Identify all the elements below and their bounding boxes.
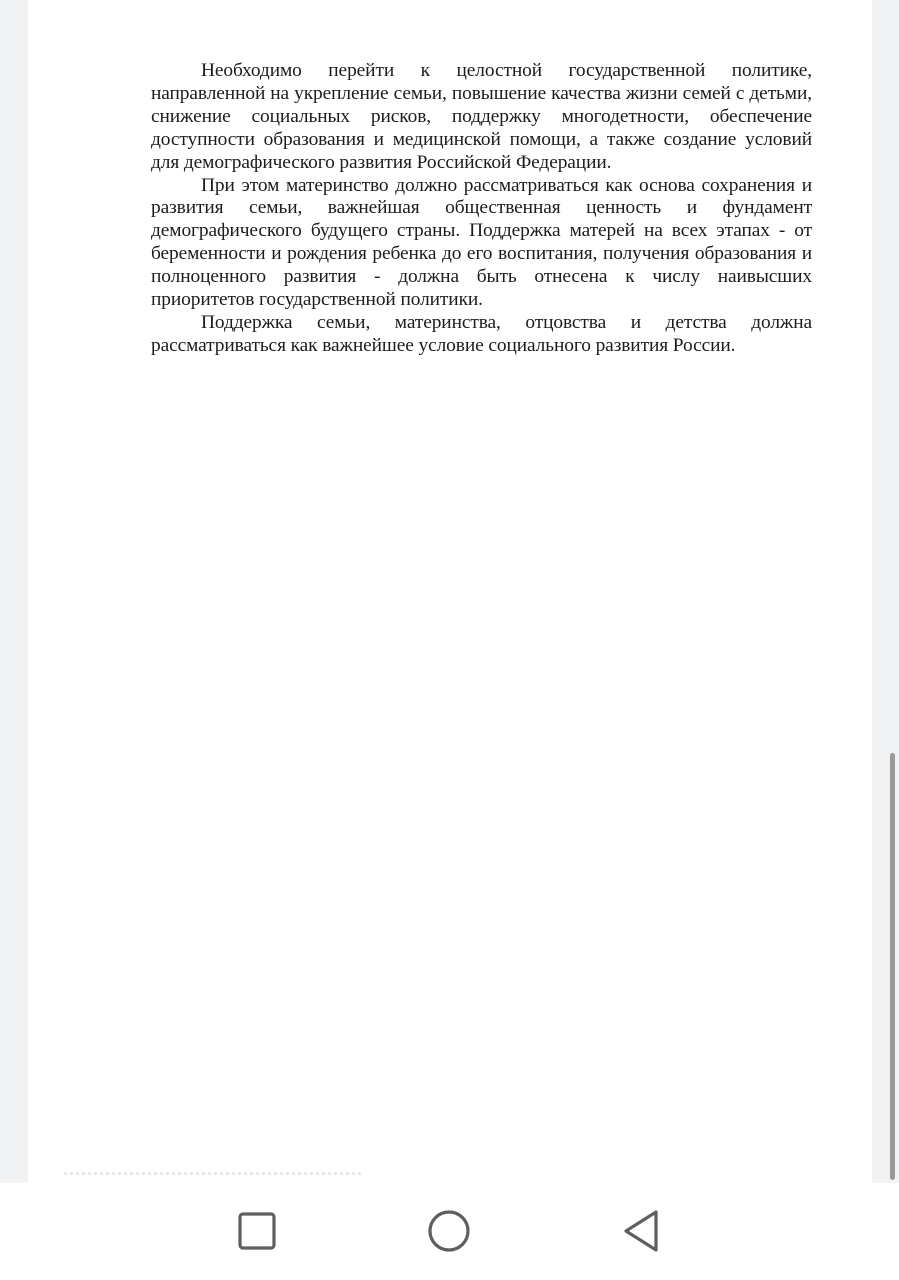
circle-icon [427, 1209, 471, 1253]
scrollbar-thumb[interactable] [890, 753, 895, 1180]
paragraph-1: Необходимо перейти к целостной государственной политике, направленной на укрепление семьи, повышение качества жизни семей с детьми, снижение социальных рисков, поддержку многодетности, обеспечение доступности образования и медицинской помощи, а также создание условий для демографического развития Российской Федерации. [151, 60, 812, 173]
paragraph-2: При этом материнство должно рассматриваться как основа сохранения и развития семьи, важнейшая общественная ценность и фундамент демографического будущего страны. Поддержка матерей на всех этапах - от беременности и рождения ребенка до его воспитания, получения образования и полноценного развития - должна быть отнесена к числу наивысших приоритетов государственной политики. [151, 174, 812, 311]
document-text [151, 60, 812, 358]
back-button[interactable] [616, 1206, 666, 1256]
document-page [28, 0, 872, 1183]
scan-artifact [64, 1172, 364, 1175]
paragraph-3: Поддержка семьи, материнства, отцовства и детства должна рассматриваться как важнейшее условие социального развития России. [151, 311, 812, 356]
triangle-back-icon [621, 1209, 661, 1253]
system-navigation-bar [0, 1183, 899, 1280]
recent-apps-button[interactable] [232, 1206, 282, 1256]
square-icon [237, 1211, 277, 1251]
home-button[interactable] [424, 1206, 474, 1256]
scrollbar[interactable] [887, 0, 895, 1183]
